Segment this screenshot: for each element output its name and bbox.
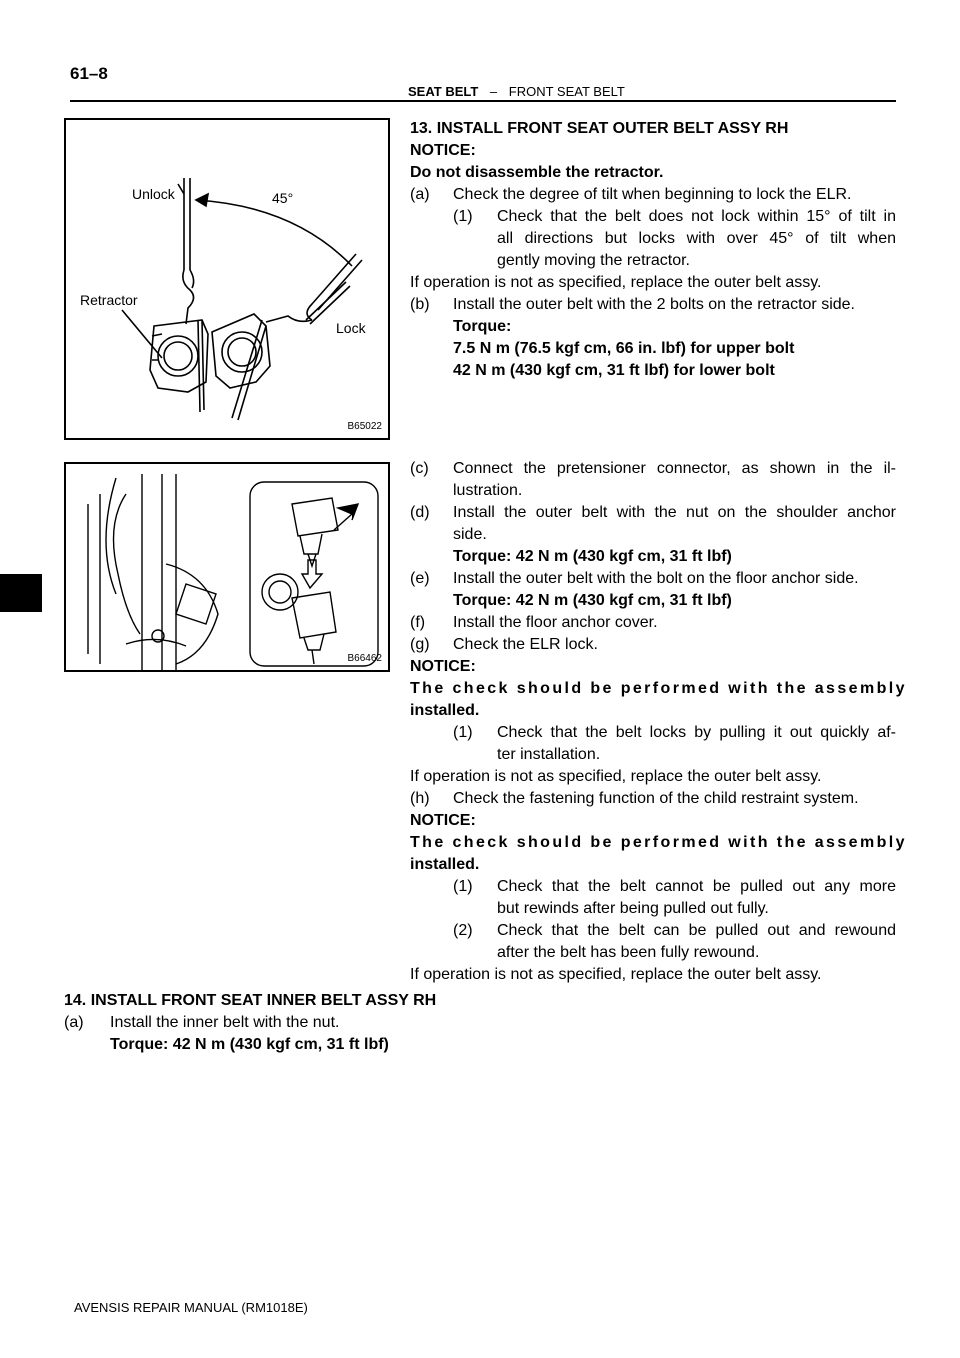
item-d-label: (d) bbox=[410, 504, 430, 521]
torque-spec: Torque: 42 N m (430 kgf cm, 31 ft lbf) bbox=[453, 548, 732, 565]
item-g1-label: (1) bbox=[453, 724, 473, 741]
item-b-label: (b) bbox=[410, 296, 430, 313]
item-a1-line: gently moving the retractor. bbox=[497, 252, 690, 269]
item-h-label: (h) bbox=[410, 790, 430, 807]
item-14a-label: (a) bbox=[64, 1014, 84, 1031]
item-a1-line: Check that the belt does not lock within 15° of tilt in bbox=[497, 208, 896, 225]
item-h1-line: Check that the belt cannot be pulled out any more bbox=[497, 878, 896, 895]
running-header bbox=[408, 84, 625, 99]
notice-text: Do not disassemble the retractor. bbox=[410, 164, 664, 181]
step-13-title: 13. INSTALL FRONT SEAT OUTER BELT ASSY RH bbox=[410, 120, 789, 137]
subsection-title: FRONT SEAT BELT bbox=[508, 84, 625, 99]
header-rule bbox=[70, 100, 896, 102]
figure-code: B66462 bbox=[347, 653, 382, 664]
item-e-label: (e) bbox=[410, 570, 430, 587]
item-h1-line: but rewinds after being pulled out fully. bbox=[497, 900, 769, 917]
label-lock: Lock bbox=[336, 320, 366, 336]
torque-spec: 42 N m (430 kgf cm, 31 ft lbf) for lower bolt bbox=[453, 362, 775, 379]
if-operation-note: If operation is not as specified, replace the outer belt assy. bbox=[410, 274, 822, 291]
header-separator: – bbox=[489, 84, 498, 99]
page-number: 61–8 bbox=[70, 64, 108, 83]
torque-label: Torque: bbox=[453, 318, 512, 335]
item-h2-line: after the belt has been fully rewound. bbox=[497, 944, 760, 961]
label-retractor: Retractor bbox=[80, 292, 138, 308]
item-g1-line: Check that the belt locks by pulling it out quickly af- bbox=[497, 724, 896, 741]
item-b-text: Install the outer belt with the 2 bolts on the retractor side. bbox=[453, 296, 855, 313]
item-a-text: Check the degree of tilt when beginning to lock the ELR. bbox=[453, 186, 852, 203]
figure-pretensioner-connector bbox=[64, 462, 390, 672]
notice-text: The check should be performed with the assembly bbox=[410, 834, 907, 851]
item-a1-label: (1) bbox=[453, 208, 473, 225]
item-h-text: Check the fastening function of the child restraint system. bbox=[453, 790, 859, 807]
item-e-text: Install the outer belt with the bolt on the floor anchor side. bbox=[453, 570, 859, 587]
label-angle: 45° bbox=[272, 190, 294, 206]
item-d-line: side. bbox=[453, 526, 487, 543]
item-c-line: Connect the pretensioner connector, as shown in the il- bbox=[453, 460, 896, 477]
torque-spec: Torque: 42 N m (430 kgf cm, 31 ft lbf) bbox=[110, 1036, 389, 1053]
section-tab-marker bbox=[0, 574, 42, 612]
notice-text: installed. bbox=[410, 856, 480, 873]
notice-text: installed. bbox=[410, 702, 480, 719]
figure-code: B65022 bbox=[347, 421, 382, 432]
section-title: SEAT BELT bbox=[408, 84, 479, 99]
item-g-text: Check the ELR lock. bbox=[453, 636, 598, 653]
torque-spec: 7.5 N m (76.5 kgf cm, 66 in. lbf) for upper bolt bbox=[453, 340, 795, 357]
figure-retractor-tilt bbox=[64, 118, 390, 440]
notice-heading: NOTICE: bbox=[410, 812, 476, 829]
if-operation-note: If operation is not as specified, replace the outer belt assy. bbox=[410, 966, 822, 983]
item-a1-line: all directions but locks with over 45° of tilt when bbox=[497, 230, 896, 247]
retractor-tilt-illustration bbox=[66, 120, 388, 438]
item-f-label: (f) bbox=[410, 614, 426, 631]
label-unlock: Unlock bbox=[132, 186, 175, 202]
item-h2-label: (2) bbox=[453, 922, 473, 939]
item-g1-line: ter installation. bbox=[497, 746, 601, 763]
item-c-line: lustration. bbox=[453, 482, 523, 499]
pretensioner-connector-illustration bbox=[66, 464, 388, 670]
step-14-title: 14. INSTALL FRONT SEAT INNER BELT ASSY RH bbox=[64, 992, 437, 1009]
item-g-label: (g) bbox=[410, 636, 430, 653]
item-h1-label: (1) bbox=[453, 878, 473, 895]
if-operation-note: If operation is not as specified, replace the outer belt assy. bbox=[410, 768, 822, 785]
notice-heading: NOTICE: bbox=[410, 142, 476, 159]
item-a-label: (a) bbox=[410, 186, 430, 203]
notice-heading: NOTICE: bbox=[410, 658, 476, 675]
item-c-label: (c) bbox=[410, 460, 429, 477]
item-h2-line: Check that the belt can be pulled out and rewound bbox=[497, 922, 896, 939]
torque-spec: Torque: 42 N m (430 kgf cm, 31 ft lbf) bbox=[453, 592, 732, 609]
item-14a-text: Install the inner belt with the nut. bbox=[110, 1014, 340, 1031]
notice-text: The check should be performed with the assembly bbox=[410, 680, 907, 697]
item-d-line: Install the outer belt with the nut on the shoulder anchor bbox=[453, 504, 896, 521]
item-f-text: Install the floor anchor cover. bbox=[453, 614, 658, 631]
footer-manual-id: AVENSIS REPAIR MANUAL (RM1018E) bbox=[74, 1300, 308, 1315]
